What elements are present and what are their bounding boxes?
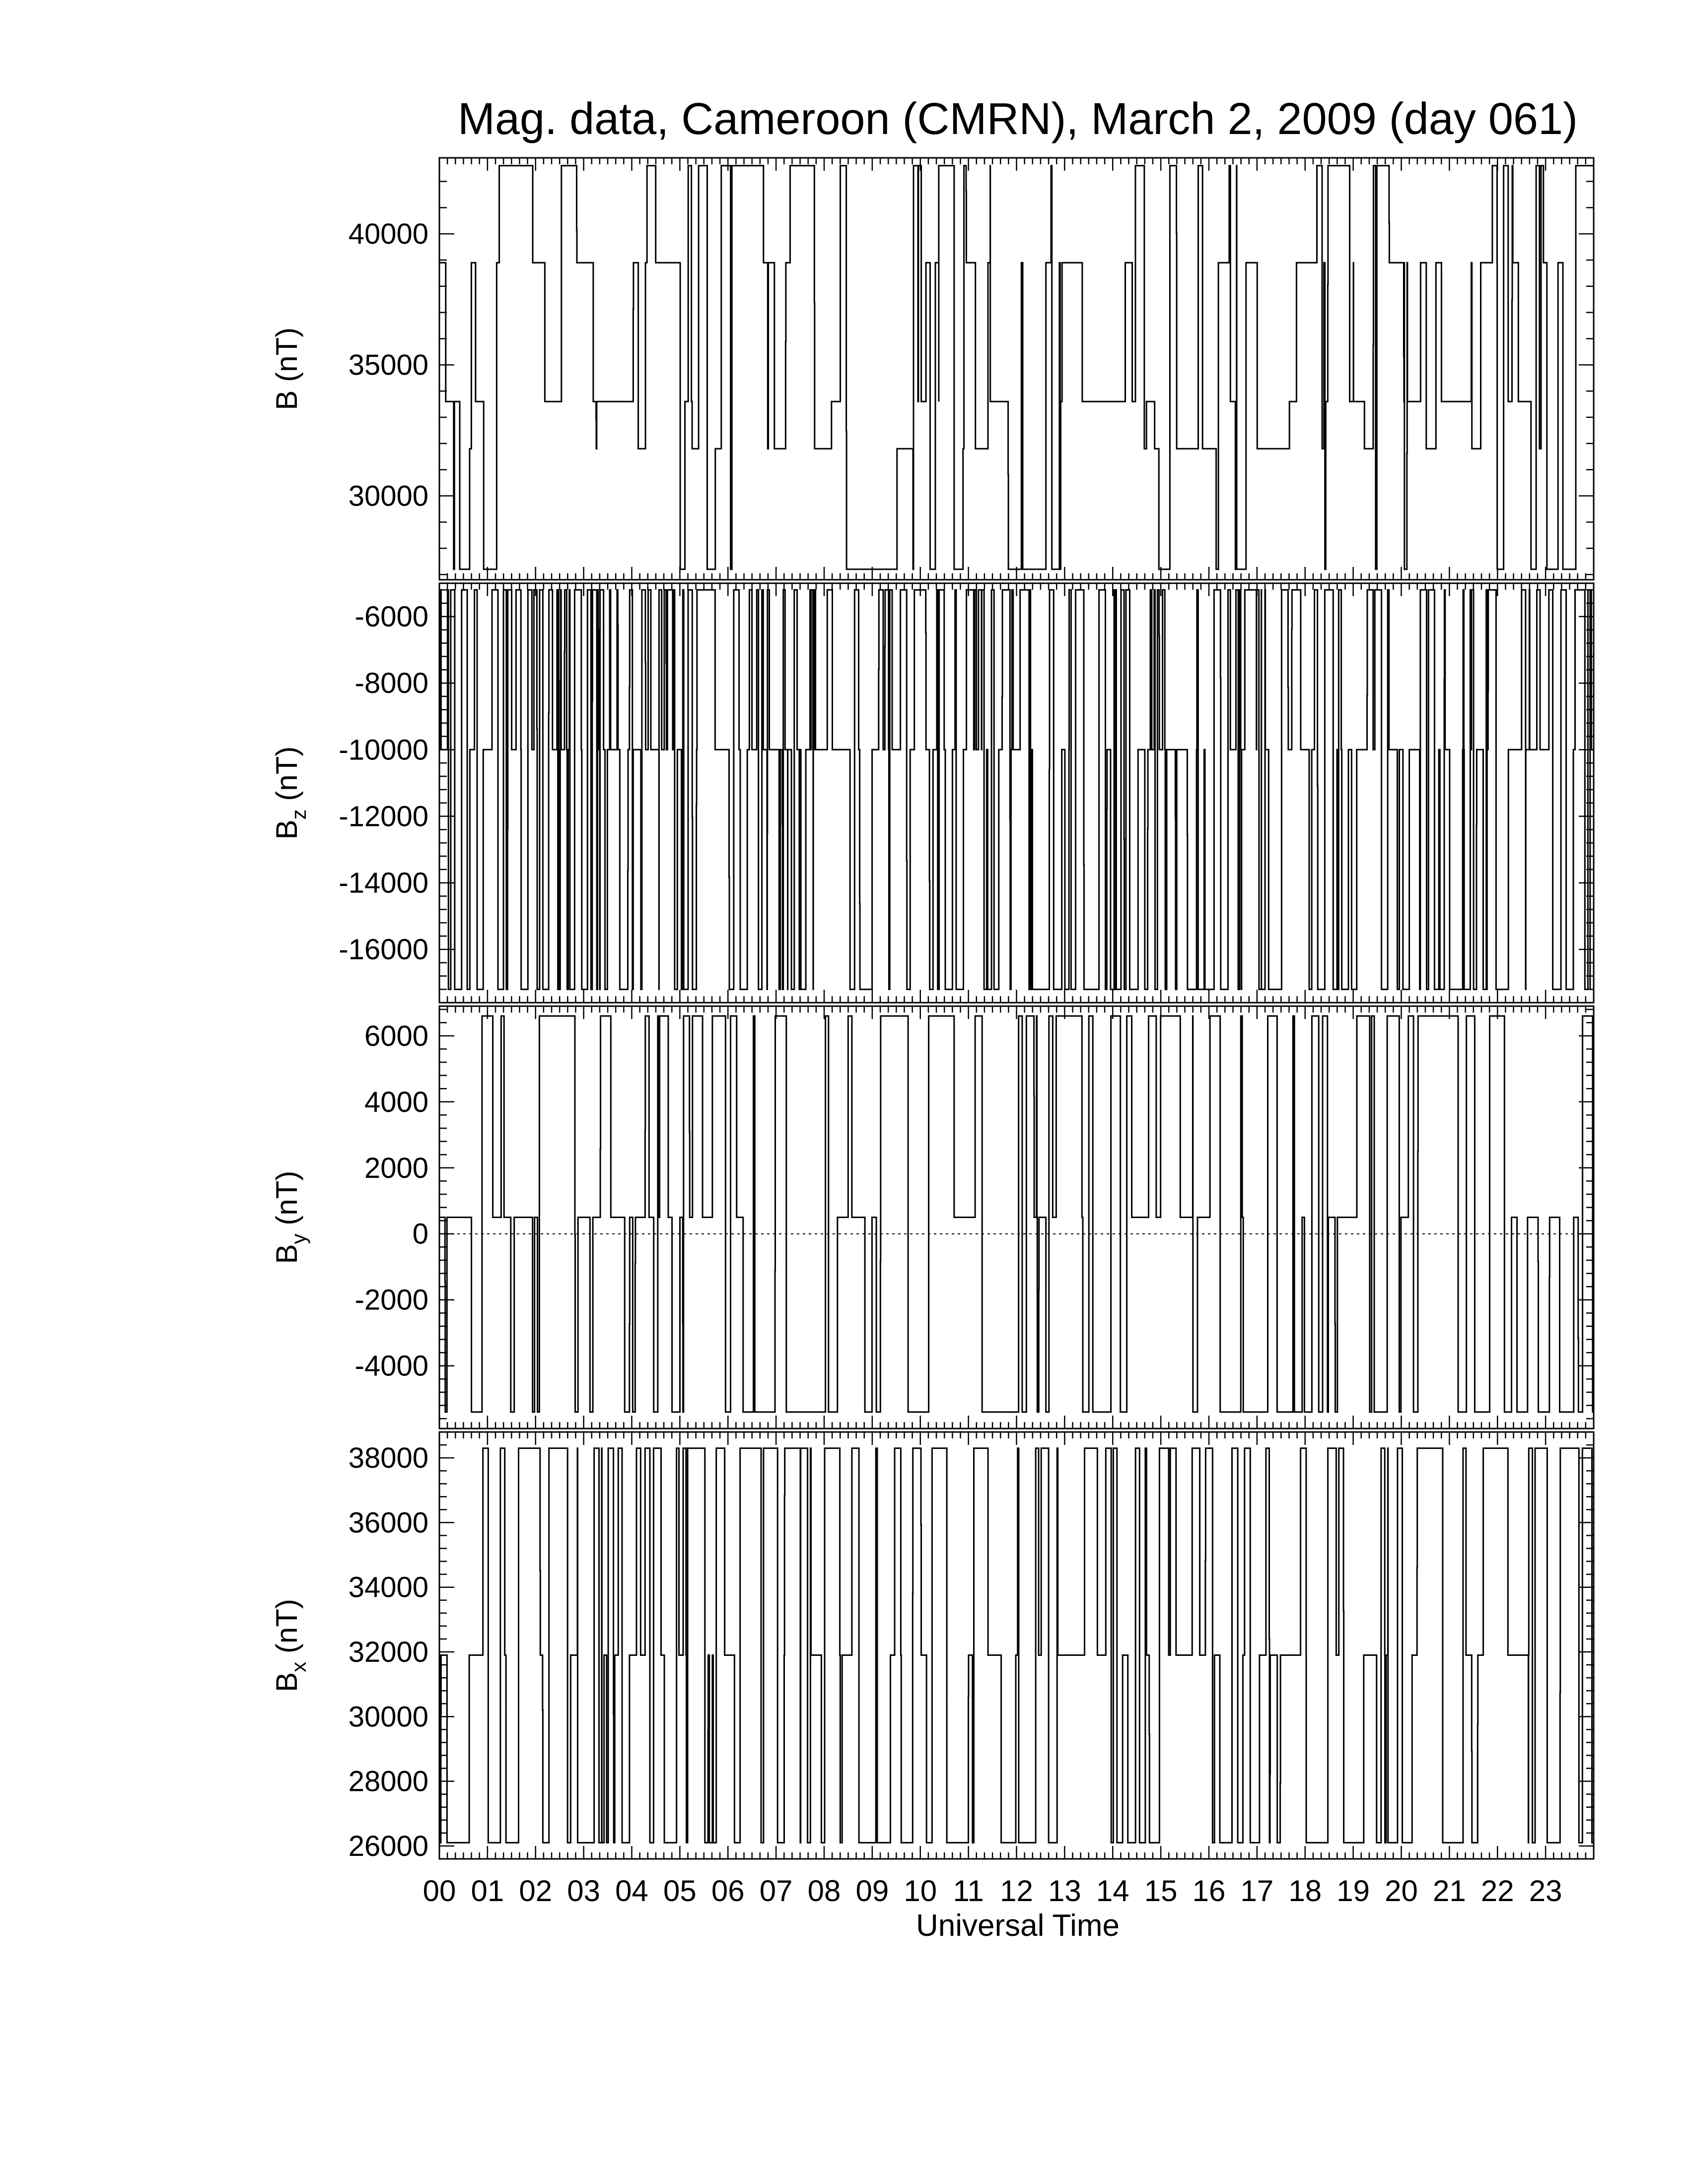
y-tick-label: 26000	[348, 1830, 428, 1862]
y-axis-title	[270, 1599, 310, 1692]
x-tick-label: 04	[615, 1874, 648, 1908]
y-axis-title-main: B	[270, 1244, 303, 1264]
y-tick-label: -10000	[339, 734, 428, 766]
y-tick-label: 36000	[348, 1506, 428, 1539]
y-axis-title-main: B	[270, 1672, 303, 1692]
x-tick-label: 17	[1240, 1874, 1274, 1908]
panel-3	[270, 1006, 1594, 1429]
x-tick-label: 06	[711, 1874, 745, 1908]
y-axis-title	[270, 1171, 310, 1264]
y-axis-title-sub: z	[287, 809, 310, 820]
x-tick-label: 22	[1480, 1874, 1514, 1908]
x-tick-label: 08	[807, 1874, 841, 1908]
y-tick-label: -8000	[354, 667, 428, 700]
series-line	[439, 1448, 1594, 1843]
series-line	[439, 1016, 1594, 1412]
x-tick-label: 01	[471, 1874, 504, 1908]
y-axis-title-main: B	[270, 390, 303, 410]
y-tick-label: -4000	[354, 1350, 428, 1382]
chart-title: Mag. data, Cameroon (CMRN), March 2, 2009 (day 061)	[458, 94, 1578, 144]
y-tick-label: 34000	[348, 1571, 428, 1604]
y-tick-label: 38000	[348, 1442, 428, 1475]
panel-4	[270, 1432, 1594, 1862]
y-axis-title-unit: (nT)	[270, 746, 303, 810]
panel-2	[270, 583, 1594, 1003]
x-tick-label: 21	[1433, 1874, 1466, 1908]
x-tick-label: 07	[759, 1874, 793, 1908]
y-tick-label: 6000	[364, 1020, 428, 1052]
y-tick-label: 4000	[364, 1086, 428, 1118]
x-tick-label: 13	[1048, 1874, 1081, 1908]
y-axis-title	[270, 328, 303, 410]
x-tick-label: 20	[1385, 1874, 1418, 1908]
y-axis-title-sub: y	[287, 1233, 310, 1244]
x-tick-label: 09	[855, 1874, 889, 1908]
y-tick-label: 40000	[348, 218, 428, 251]
y-tick-label: -2000	[354, 1284, 428, 1316]
x-tick-label: 18	[1288, 1874, 1322, 1908]
x-tick-label: 11	[953, 1874, 984, 1908]
y-tick-label: -6000	[354, 601, 428, 633]
y-tick-label: -12000	[339, 800, 428, 833]
y-tick-label: 28000	[348, 1765, 428, 1798]
x-tick-label: 23	[1529, 1874, 1562, 1908]
x-tick-label: 05	[663, 1874, 697, 1908]
y-axis-title-unit: (nT)	[270, 1170, 303, 1234]
x-tick-label: 19	[1336, 1874, 1370, 1908]
x-axis-title: Universal Time	[916, 1909, 1120, 1943]
y-axis-title-sub: x	[287, 1661, 310, 1672]
y-tick-label: -14000	[339, 867, 428, 899]
series-line	[439, 166, 1594, 569]
y-tick-label: 0	[412, 1218, 428, 1250]
y-tick-label: 2000	[364, 1152, 428, 1184]
y-axis-title-unit: (nT)	[270, 1599, 303, 1662]
panel-1	[270, 158, 1594, 580]
x-axis-labels	[423, 1874, 1562, 1908]
x-tick-label: 03	[567, 1874, 600, 1908]
y-axis-title-unit: (nT)	[270, 327, 303, 391]
panels	[270, 158, 1594, 1862]
x-tick-label: 10	[904, 1874, 937, 1908]
y-tick-label: 35000	[348, 349, 428, 382]
x-tick-label: 12	[1000, 1874, 1033, 1908]
x-tick-label: 00	[422, 1874, 456, 1908]
y-tick-label: -16000	[339, 933, 428, 966]
y-tick-label: 30000	[348, 480, 428, 513]
y-axis-title	[270, 747, 310, 840]
x-tick-label: 14	[1096, 1874, 1129, 1908]
x-tick-label: 16	[1192, 1874, 1226, 1908]
y-axis-title-main: B	[270, 819, 303, 840]
x-tick-label: 15	[1144, 1874, 1178, 1908]
series-line	[439, 590, 1594, 989]
y-tick-label: 30000	[348, 1701, 428, 1733]
x-tick-label: 02	[519, 1874, 553, 1908]
y-tick-label: 32000	[348, 1636, 428, 1669]
